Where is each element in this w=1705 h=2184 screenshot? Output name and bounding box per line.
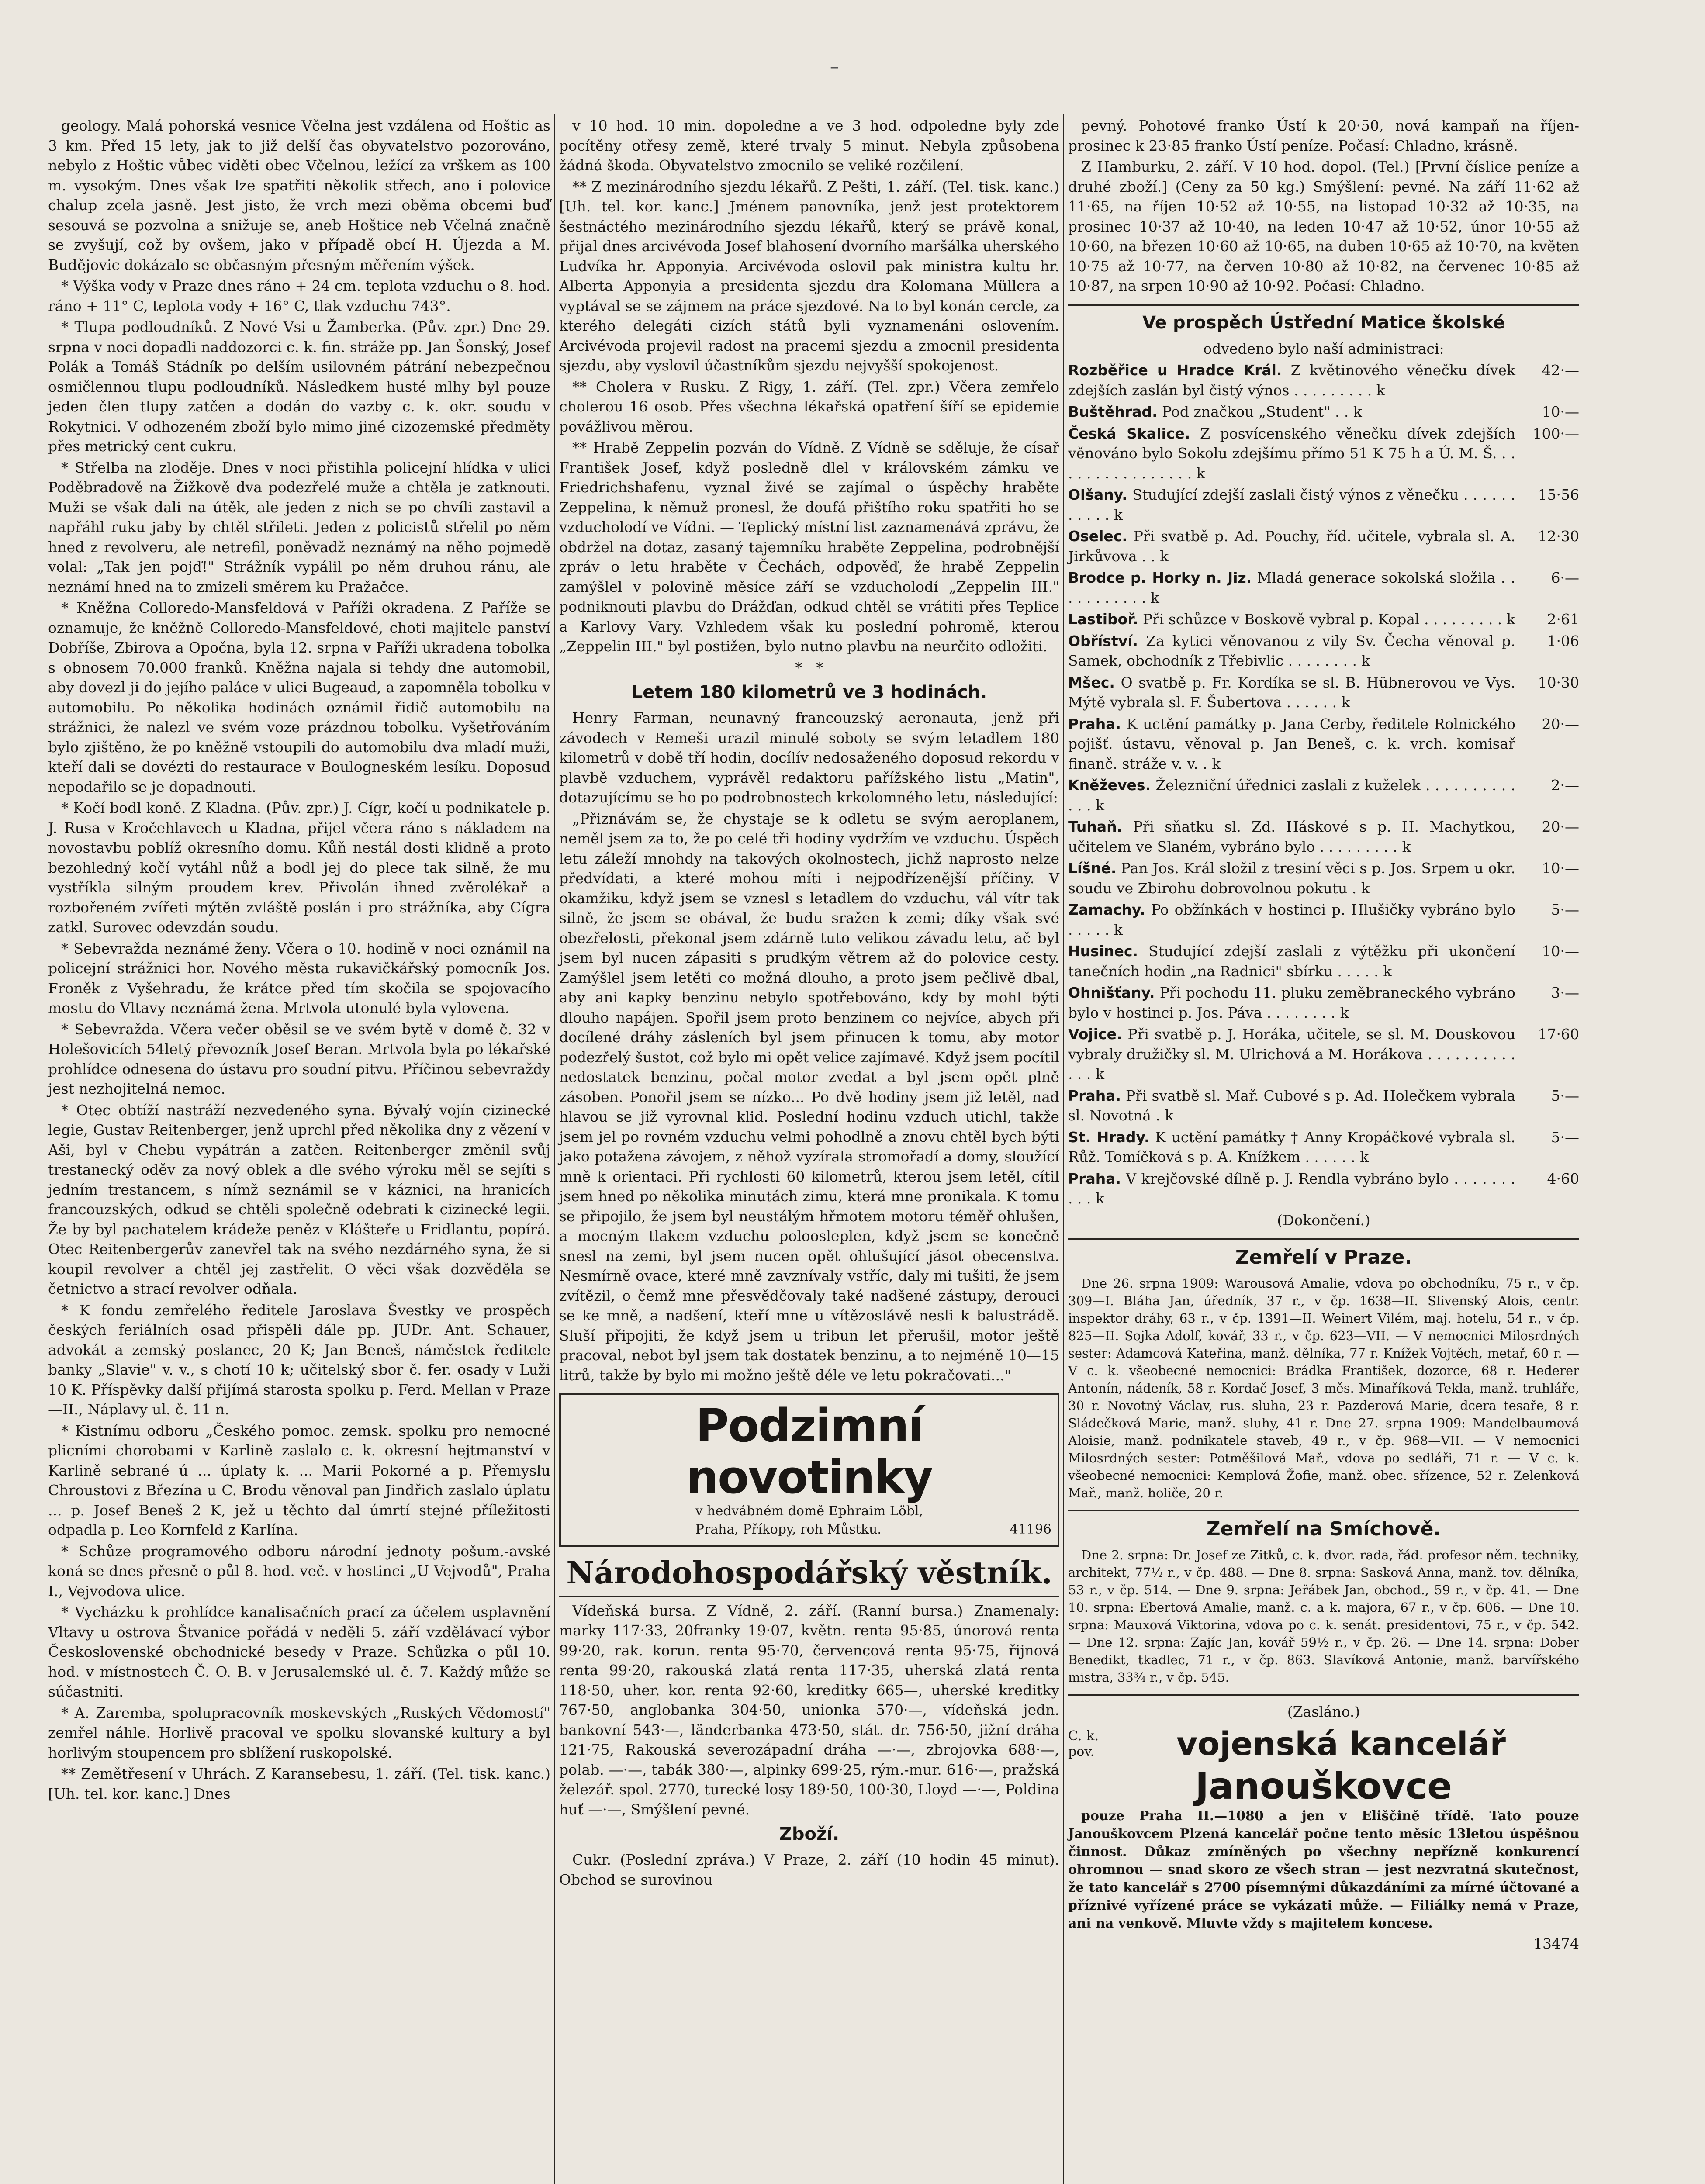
donation-amount: 1·06 — [1547, 632, 1579, 650]
donation-text — [1068, 983, 1515, 1023]
deaths-prague-title: Zemřelí v Praze. — [1235, 1246, 1412, 1268]
donation-description: Při svatbě sl. Mař. Cubové s p. Ad. Holečkem vybrala sl. Novotná . k — [1068, 1087, 1515, 1124]
donation-place: Kněževes. — [1068, 777, 1151, 794]
donation-description: Studující zdejší zaslali z výtěžku při ukončení tanečních hodin „na Radnici" sbírku . . . . . k — [1068, 943, 1515, 980]
donation-description: Studující zdejší zaslali čistý výnos z věnečku . . . . . . . . . . . k — [1068, 486, 1515, 523]
donation-amount: 17·60 — [1538, 1026, 1579, 1043]
donation-row — [1068, 941, 1579, 981]
donation-text — [1068, 941, 1515, 981]
donation-text — [1068, 609, 1515, 629]
donation-text — [1068, 673, 1515, 712]
kancelar-name: Janouškovce — [1195, 1764, 1453, 1807]
market-report: Z Hamburku, 2. září. V 10 hod. dopol. (Tel.) [První číslice peníze a druhé zboží.] (Ceny za 50 kg.) Smýšlení: pevné. Na září 11·62 až 11·65, na říjen 10·52 až 10·55, na listopad 10·32 až 10·35, na prosinec 10·37 až 10·40, na leden 10·47 až 10·52, únor 10·55 až 10·60, na březen 10·60 až 10·65, na duben 10·65 až 10·70, na květen 10·75 až 10·77, na červen 10·80 až 10·82, na červenec 10·85 až 10·87, na srpen 10·90 až 10·92. Počasí: Chladno. — [1068, 158, 1579, 294]
donation-description: Za kytici věnovanou z vily Sv. Čecha věnoval p. Samek, obchodník z Třebivlic . . . . . . . . k — [1068, 632, 1515, 669]
divider — [1068, 1238, 1579, 1240]
donation-place: Rozběřice u Hradce Král. — [1068, 362, 1282, 379]
donation-amount: 10·— — [1542, 943, 1579, 960]
donation-place: Mšec. — [1068, 674, 1115, 691]
section-title-goods: Zboží. — [779, 1824, 840, 1844]
market-report: pevný. Pohotové franko Ústí k 20·50, nová kampaň na říjen-prosinec k 23·85 franko Ústí peníze. Počasí: Chladno, krásně. — [1068, 117, 1579, 154]
donation-text — [1068, 858, 1515, 898]
print-mark: – — [830, 57, 839, 77]
donation-place: Tuhaň. — [1068, 818, 1123, 835]
donation-row — [1068, 673, 1579, 712]
donation-row — [1068, 817, 1579, 857]
donation-row — [1068, 631, 1579, 671]
donation-text — [1068, 424, 1515, 484]
news-item: * Střelba na zloděje. Dnes v noci přistihla policejní hlídka v ulici Poděbradově na Žižkově dva podezřelé muže a chtěla je zatknouti. Muži se však dali na útěk, ale jeden z nich se po chvíli zastavil a napřáhl ruku jaby by chtěl střileti. Jeden z policistů střelil po něm hned z revolveru, ale netrefil, poněvadž neznámý na něho pojmedě volal: „Tak jen pojď!" Strážník vypálil po něm druhou ránu, ale neznámí hned na to zmizeli směrem ku Pražačce. — [48, 459, 550, 595]
news-item: * Sebevražda neznámé ženy. Včera o 10. hodině v noci oznámil na policejní strážnici hor. Nového města rukavičkářský pomocník Jos. Froněk z Vyšehradu, že krátce před tím skočila se spojovacího mostu do Vltavy neznámá žena. Mrtvola utonulé byla vylovena. — [48, 940, 550, 1016]
donation-description: K uctění památky † Anny Kropáčkové vybrala sl. Růž. Tomíčková s p. A. Knížkem . . . . . . k — [1068, 1128, 1515, 1165]
donation-description: Při sňatku sl. Zd. Háskové s p. H. Machytkou, učitelem ve Slaném, vybráno bylo . . . . . . . . . k — [1068, 818, 1515, 855]
donation-amount: 12·30 — [1538, 528, 1579, 545]
donation-description: Z květinového věnečku dívek zdejších zaslán byl čistý výnos . . . . . . . . . k — [1068, 362, 1515, 399]
donation-text — [1068, 817, 1515, 857]
donation-row — [1068, 402, 1579, 422]
donation-description: Pod značkou „Student" . . k — [1162, 403, 1362, 420]
donation-place: Obříství. — [1068, 632, 1138, 650]
news-item: * Kočí bodl koně. Z Kladna. (Pův. zpr.) J. Cígr, kočí u podnikatele p. J. Rusa v Kročehlavech u Kladna, přijel včera ráno s nákladem na novostavbu poblíž okresního domu. Kůň nestál dosti klidně a proto bezohledný kočí vytáhl nůž a bodl jej do plece tak silně, že mu vystříkla silným proudem krev. Přivolán ihned zvěrolékař a rozbořeném zvířeti mýtěn zvláště poslán i pro strážníka, aby Cígra zatkl. Surovec odevzdán soudu. — [48, 799, 550, 936]
donation-text — [1068, 714, 1515, 774]
news-item: * Vycházku k prohlídce kanalisačních prací za účelem usplavnění Vltavy u ostrova Štvanice pořádá v neděli 5. září vzdělávací výbor Československé obchodnické besedy v Praze. Schůzka o půl 10. hod. v místnostech Č. O. B. v Jerusalemské ul. č. 7. Každý může se súčastniti. — [48, 1603, 550, 1700]
donation-row — [1068, 360, 1579, 400]
article-headline: Letem 180 kilometrů ve 3 hodinách. — [631, 682, 987, 702]
donation-row — [1068, 526, 1579, 566]
donation-row — [1068, 1169, 1579, 1209]
donation-row — [1068, 1086, 1579, 1126]
donation-place: Vojice. — [1068, 1026, 1122, 1043]
donation-place: Praha. — [1068, 1087, 1121, 1104]
donation-description: Při svatbě p. Ad. Pouchy, říd. učitele, vybrala sl. A. Jirkůvova . . k — [1068, 528, 1515, 565]
donation-place: Oselec. — [1068, 528, 1127, 545]
donation-description: K uctění památky p. Jana Cerby, ředitele Rolnického pojišť. ústavu, věnoval p. Jan Beneš, c. k. vrch. komisař finanč. stráže v. v. . k — [1068, 715, 1515, 772]
news-item: * Kněžna Colloredo-Mansfeldová v Paříži okradena. Z Paříže se oznamuje, že kněžně Colloredo-Mansfeldové, choti majitele panství Dobříše, Zbirova a Opočna, byla 12. srpna v Paříži ukradena tobolka s obnosem 70.000 franků. Kněžna najala si tehdy dne automobil, aby dovezl ji do jejího paláce v ulici Bugeaud, a zapomněla tobolku v automobilu. Po několika hodinách oznámil řidič automobilu na strážnici, že nalezl ve svém voze prázdnou tobolku. Vyšetřováním bylo zjištěno, že po kněžně vstoupili do automobilu dva mladí muži, kteří dali se dovézti do restaurace v Boulogneském lesíku. Doposud nepodařilo se je dopadnouti. — [48, 599, 550, 795]
matice-subtitle: odvedeno bylo naší administraci: — [1203, 340, 1444, 357]
zaslano-label: (Zasláno.) — [1287, 1703, 1360, 1720]
section-title-economy: Národohospodářský věstník. — [566, 1554, 1052, 1591]
deaths-prague-text: Dne 26. srpna 1909: Warousová Amalie, vdova po obchodníku, 75 r., v čp. 309—I. Bláha Jan, úředník, 37 r., v čp. 1638—II. Slivenský Alois, centr. inspektor dráhy, 63 r., v čp. 1391—II. Weinert Vilém, maj. hotelu, 54 r., v čp. 825—II. Sojka Adolf, kovář, 33 r., v čp. 623—VII. — V nemocnici Milosrdných sester: Adamcová Kateřina, manž. dělníka, 77 r. Knížek Vojtěch, metař, 60 r. — V c. k. všeobecné nemocnici: Brádka František, dozorce, 68 r. Hederer Antonín, nádeník, 58 r. Kordač Josef, 3 měs. Minaříková Tekla, manž. truhláře, 30 r. Novotný Václav, rus. sluha, 23 r. Pazderová Marie, dcera tesaře, 8 r. Sládečková Marie, manž. sluhy, 41 r. Dne 27. srpna 1909: Mandelbaumová Aloisie, manž. podnikatele staveb, 49 r., v čp. 968—VII. — V nemocnici Milosrdných sester: Potměšilová Mař., vdova po sedláři, 71 r. — V c. k. všeobecné nemocnici: Kemplová Žofie, manž. obec. sřízence, 52 r. Zelenková Mař., manž. holiče, 20 r. — [1068, 1276, 1579, 1500]
donation-text — [1068, 485, 1515, 525]
donation-description: Z posvícenského věnečku dívek zdejších věnováno bylo Sokolu zdejšímu přímo 51 K 75 h a Ú. M. Š. . . . . . . . . . . . . . . . . k — [1068, 425, 1516, 482]
donation-text — [1068, 1169, 1515, 1209]
ad-subtitle: v hedvábném domě Ephraim Löbl, — [695, 1503, 923, 1519]
article-paragraph: Henry Farman, neunavný francouzský aeronauta, jenž při závodech v Remeši urazil minulé soboty se svým letadlem 180 kilometrů v době tří hodin, docílív nedosaženého doposud rekordu v plavbě vzduchem, vyprávěl redaktoru pařížského listu „Matin", dotazujícímu se ho po podrobnostech krkolomného letu, následující: — [559, 709, 1059, 806]
kancelar-header — [1068, 1723, 1579, 1765]
donation-description: Po obžínkách v hostinci p. Hlušičky vybráno bylo . . . . . k — [1068, 901, 1515, 938]
kancelar-title: vojenská kancelář — [1176, 1725, 1506, 1763]
donation-description: Pan Jos. Král složil z tresiní věci s p. Jos. Srpem u okr. soudu ve Zbirohu dobrovolnou pokutu . k — [1068, 860, 1515, 897]
news-item: * A. Zaremba, spolupracovník moskevských „Ruských Vědomostí" zemřel náhle. Horlivě pracoval ve spolku slovanské kultury a byl horlivým stoupencem pro sblížení ruskopolské. — [48, 1704, 550, 1761]
news-item: * Schůze programového odboru národní jednoty pošum.-avské koná se dnes přesně o půl 8. hod. več. v hostinci „U Vejvodů", Praha I., Vejvodova ulice. — [48, 1542, 550, 1600]
donation-amount: 5·— — [1551, 1087, 1579, 1104]
donation-description: O svatbě p. Fr. Kordíka se sl. B. Hübnerovou ve Vys. Mýtě vybrala sl. F. Šubertova . . . . . . k — [1068, 674, 1515, 711]
column-divider — [1063, 114, 1064, 2184]
donation-amount: 42·— — [1542, 362, 1579, 379]
donation-amount: 15·56 — [1538, 486, 1579, 503]
news-item: * Otec obtíží nastráží nezvedeného syna. Bývalý vojín cizinecké legie, Gustav Reitenberger, jenž uprchl před několika dny z vězení v Aši, byl v Chebu vypátrán a zatčen. Reitenberger změnil svůj trestanecký oděv za nový oblek a dle svého výroku měl se sejíti s jedním trestancem, s nímž seznámil se v káznici, na hranicích francouzských, odkud se chtěli společně odebrati k cizinecké legii. Že by byl pachatelem krádeže peněz v Klášteře u Fridlantu, popírá. Otec Reitenbergerův zanevřel tak na svého nezdárného syna, že si koupil revolver a chtěl jej zastřelit. O věci však dozvěděla se četnictvo a strací revolver odňala. — [48, 1101, 550, 1297]
section-stars: * * — [795, 659, 823, 676]
donation-place: Líšné. — [1068, 860, 1117, 877]
matice-title: Ve prospěch Ústřední Matice školské — [1142, 312, 1505, 333]
donation-amount: 5·— — [1551, 901, 1579, 918]
donation-description: Při svatbě p. J. Horáka, učitele, se sl. M. Douskovou vybraly družičky sl. M. Ulrichová a M. Horákova . . . . . . . . . . . . . k — [1068, 1026, 1516, 1082]
donation-place: Buštěhrad. — [1068, 403, 1158, 420]
donation-description: Při pochodu 11. pluku zeměbraneckého vybráno bylo v hostinci p. Jos. Páva . . . . . . . . k — [1068, 984, 1515, 1021]
divider — [559, 1596, 1059, 1597]
news-item: * Sebevražda. Včera večer oběsil se ve svém bytě v domě č. 32 v Holešovicích 54letý převozník Josef Beran. Mrtvola byla po lékařské prohlídce odnesena do ústavu pro soudní pitvu. Příčinou sebevraždy jest nezhojitelná nemoc. — [48, 1020, 550, 1097]
donation-row — [1068, 900, 1579, 940]
column-middle — [559, 116, 1059, 1891]
donation-amount: 20·— — [1542, 818, 1579, 835]
kancelar-text: pouze Praha II.—1080 a jen v Eliščině třídě. Tato pouze Janouškovcem Plzená kancelář počne tento měsíc 13letou úspěšnou činnost. Důkaz zmíněných po všechny nepřízně konkurencí ohromnou — snad skoro ze všech stran — jest nezvratná skutečnost, že tato kancelář s 2700 písemnými důkazdáními za mírné účtované a příznivé vyřízené práce se vykázati může. — Filiálky nemá v Praze, ani na venkově. Mluvte vždy s majitelem koncese. — [1068, 1808, 1579, 1931]
donation-row — [1068, 1127, 1579, 1167]
donation-amount: 2·— — [1551, 777, 1579, 794]
news-item: ** Cholera v Rusku. Z Rigy, 1. září. (Tel. zpr.) Včera zemřelo cholerou 16 osob. Přes všechna lékařská opatření šíří se epidemie povážlivou měrou. — [559, 378, 1059, 435]
kancelar-number: 13474 — [1533, 1935, 1579, 1952]
donation-row — [1068, 983, 1579, 1023]
donation-place: Zamachy. — [1068, 901, 1145, 918]
ad-number: 41196 — [1010, 1522, 1051, 1537]
donation-row — [1068, 424, 1579, 484]
donation-text — [1068, 568, 1515, 608]
news-item: ** Zemětřesení v Uhrách. Z Karansebesu, 1. září. (Tel. tisk. kanc.) [Uh. tel. kor. kanc.] Dnes — [48, 1765, 550, 1802]
donation-description: Při schůzce v Boskově vybral p. Kopal . . . . . . . . . k — [1142, 611, 1515, 628]
donation-text — [1068, 360, 1515, 400]
ad-title: Podzimní novotinky — [686, 1399, 933, 1504]
news-item: * Tlupa podloudníků. Z Nové Vsi u Žamberka. (Pův. zpr.) Dne 29. srpna v noci dopadli naddozorci c. k. fin. stráže pp. Jan Šonský, Josef Polák a Tomáš Stádník po delším usilovném pátrání nebezpečnou osmičlennou tlupu podloudníků. Následkem husté mlhy byl pouze jeden člen tlupy zatčen a dodán do vazby c. k. okr. soudu v Rokytnici. V odhozeném zboží bylo mimo jiné cizozemské předměty přes metrický cent cukru. — [48, 318, 550, 455]
donation-description: Mladá generace sokolská složila . . . . . . . . . . . k — [1068, 569, 1515, 606]
donation-text — [1068, 1024, 1515, 1084]
column-left — [48, 116, 550, 1805]
donation-place: Husinec. — [1068, 943, 1138, 960]
donation-amount: 100·— — [1532, 425, 1579, 442]
donation-amount: 3·— — [1551, 984, 1579, 1001]
donation-text — [1068, 775, 1515, 815]
donation-text — [1068, 1086, 1515, 1126]
donation-text — [1068, 402, 1515, 422]
donation-row — [1068, 609, 1579, 629]
donation-place: Praha. — [1068, 715, 1121, 733]
news-item: geology. Malá pohorská vesnice Včelna jest vzdálena od Hoštic as 3 km. Před 15 lety, jak to již delší čas obyvatelstvo pozorováno, nebylo z Hoštic vůbec viděti obec Včelnou, ležící za vrškem as 100 m. vysokým. Dnes však lze spatřiti několik střech, ano i polovice chalup zcela jasně. Jest jisto, že vrch mezi oběma obcemi buď sesouvá se pozvolna a snižuje se, aneb Hoštice neb Včelná značně se zvyšují, což by ovšem, jako v případě obcí H. Újezda a M. Budějovic dokázalo se občasným přesným měřením výšek. — [48, 117, 550, 273]
donation-text — [1068, 526, 1515, 566]
donation-amount: 5·— — [1551, 1128, 1579, 1146]
news-item: ** Z mezinárodního sjezdu lékařů. Z Pešti, 1. září. (Tel. tisk. kanc.) [Uh. tel. kor. kanc.] Jménem panovníka, jenž jest protektorem šestnáctého mezinárodního sjezdu lékařů, který se právě konal, přijal dnes arcivévoda Josef blahosení dvorního maršálka uherského Ludvíka hr. Apponyia. Arcivévoda oslovil pak ministra kultu hr. Alberta Apponyia a presidenta sjezdu dra Kolomana Müllera a vyptával se se zájmem na práce sjezdové. Na to byl konán cercle, za kterého delegáti cizích států byli vyznamenáni oslovením. Arcivévoda projevil radost na pracemi sjezdu a zmocnil presidenta sjezdu, aby vyslovil účastníkům sjezdu nejvyšší spokojenost. — [559, 178, 1059, 374]
donation-place: Lastiboř. — [1068, 611, 1138, 628]
ad-address: Praha, Příkopy, roh Můstku. — [695, 1522, 882, 1537]
donation-amount: 10·30 — [1538, 674, 1579, 691]
news-item: * Výška vody v Praze dnes ráno + 24 cm. teplota vzduchu o 8. hod. ráno + 11° C, teplota vody + 16° C, tlak vzduchu 743°. — [48, 277, 550, 314]
donation-row — [1068, 775, 1579, 815]
column-right — [1068, 116, 1579, 1955]
donation-amount: 2·61 — [1547, 611, 1579, 628]
donation-amount: 6·— — [1551, 569, 1579, 586]
deaths-smichov-text: Dne 2. srpna: Dr. Josef ze Zitků, c. k. dvor. rada, řád. profesor něm. techniky, architekt, 77½ r., v čp. 488. — Dne 8. srpna: Sasková Anna, manž. tov. dělníka, 53 r., v čp. 514. — Dne 9. srpna: Jeřábek Jan, obchod., 59 r., v čp. 41. — Dne 10. srpna: Ebertová Amalie, manž. c. a k. majora, 67 r., v čp. 606. — Dne 10. srpna: Mauxová Viktorina, vdova po c. k. senát. presidentovi, 75 r., v čp. 542. — Dne 12. srpna: Zajíc Jan, kovář 59½ r., v čp. 26. — Dne 14. srpna: Dober Benedikt, tkadlec, 71 r., v čp. 863. Slavíková Antonie, manž. barvířského mistra, 33¾ r., v čp. 545. — [1068, 1548, 1579, 1685]
continued-note: (Dokončení.) — [1277, 1211, 1370, 1229]
article-paragraph: „Přiznávám se, že chystaje se k odletu se svým aeroplanem, neměl jsem za to, že po celé tři hodiny vydržím ve vzduchu. Úspěch letu záleží mnohdy na takových okolnostech, jichž naprosto nelze předvídati, a které mohou míti i nejpodřízenější příčiny. V okamžiku, když jsem se vznesl s letadlem do vzduchu, vál vítr tak silně, že jsem se obával, že budu sražen k zemi; díky však své obezřelosti, překonal jsem zdárně tuto velikou závadu letu, ač byl jsem byl nucen zápasiti s prudkým větrem až do polovice cesty. Zamýšlel jsem letěti co možná dlouho, a proto jsem pečlivě dbal, aby ani kapky benzinu nebylo spotřebováno, kdy by mohl býti dlouho napájen. Spořil jsem proto benzinem co nejvíce, abych při docílené dráhy zásleních byl jsem přinucen k tomu, aby motor podezřelý šustot, což bylo mi opět velice zajímavé. Když jsem pocítil nedostatek benzinu, počal motor zvedat a byl jsem opět plně zásoben. Ponořil jsem se nízko... Po dvě hodiny jsem již letěl, nad hlavou se již vyrovnal klid. Poslední hodinu vzduch utichl, takže jsem jel po rovném vzduchu velmi pohodlně a znovu chtěl bych býti jako potažena závojem, z něhož vyzírala stromořadí a domy, sloužící mně k orientaci. Při rychlosti 60 kilometrů, kterou jsem letěl, cítil jsem hned po několika minutách zimu, která mne pronikala. K tomu se připojilo, že jsem byl neustálým hřmotem motoru téměř ohlušen, a mocným tlakem vzduchu poloosleplen, když jsem se konečně snesl na zemi, byl jsem nucen opět ohlušující jásot obecenstva. Nesmírně ovace, které mně zavznívaly vstříc, daly mi tušiti, že jsem zvítězil, o čemž mne přesvědčovaly také nadšené zástupy, derouci se ke mně, a nadšení, kteří mne u vítězoslávě nesli k balustrádě. Sluší připojiti, že když jsem u tribun let přerušil, motor ještě pracoval, nebot byl jsem tak dostatek benzinu, a to nejméně 10—15 litrů, takže by bylo mi možno ještě déle ve letu pokračovati..." — [559, 810, 1059, 1384]
news-item: * Kistnímu odboru „Českého pomoc. zemsk. spolku pro nemocné plicními chorobami v Karlině zaslalo c. k. okresní hejtmanství v Karlině sebrané ú ... úplaty k. ... Marii Pokorné a p. Přemyslu Chroustovi z Březína u C. Brodu věnoval pan Jindřich zaslalo úplatu ... p. Josef Beneš 2 K, jež u těchto dal úmrtí stejné příležitosti odpadla p. Leo Kornfeld z Karlína. — [48, 1422, 550, 1538]
donation-row — [1068, 568, 1579, 608]
donation-description: Železniční úřednici zaslali z kuželek . . . . . . . . . . . . . k — [1068, 777, 1515, 814]
divider — [1068, 1510, 1579, 1511]
donation-place: St. Hrady. — [1068, 1128, 1150, 1146]
donation-text — [1068, 1127, 1515, 1167]
donation-place: Ohnišťany. — [1068, 984, 1155, 1001]
news-item: * K fondu zemřelého ředitele Jaroslava Švestky ve prospěch českých feriálních osad přispěli dále pp. JUDr. Ant. Schauer, advokát a zemský poslanec, 20 K; Jan Beneš, náměstek ředitele banky „Slavie" v. v., s chotí 10 k; učitelský sbor č. fer. osady v Luži 10 K. Příspěvky další přijímá starosta spolku p. Ferd. Mellan v Praze—II., Náplavy ul. č. 11 n. — [48, 1301, 550, 1418]
news-item: v 10 hod. 10 min. dopoledne a ve 3 hod. odpoledne byly zde pocítěny otřesy země, které trvaly 5 minut. Nebyla způsobena žádná škoda. Obyvatelstvo zmocnilo se veliké rozčilení. — [559, 117, 1059, 174]
kancelar-ck: C. k. pov. — [1068, 1728, 1099, 1759]
donation-text — [1068, 900, 1515, 940]
donation-row — [1068, 485, 1579, 525]
donation-place: Olšany. — [1068, 486, 1127, 503]
ad-address-row — [567, 1520, 1051, 1540]
column-divider — [554, 114, 555, 2184]
news-item: ** Hrabě Zeppelin pozván do Vídně. Z Vídně se sděluje, že císař František Josef, když posledně dlel v královském zámku ve Friedrichshafenu, vyznal živé se zajímal o úspěchy hraběte Zeppelina, k němuž pronesl, že doufá přištího roku spatřiti ho se vzducholodí ve Vídni. — Teplický místní list zaznamenává zprávu, že obdržel na dotaz, zasaný tajemníku hraběte Zeppelina, podrobnější zpráv o letu hraběte v Čechách, odpověď, že hrabě Zeppelin zamýšlel v polovině měsíce září se vzducholodí „Zeppelin III." podniknouti plavbu do Drážďan, odkud chtěl se vrátiti přes Teplice a Karlovy Vary. Vzhledem však ku poslední pohromě, kterou „Zeppelin III." byl postižen, bylo nutno plavbu na neurčito odložiti. — [559, 439, 1059, 655]
donation-row — [1068, 714, 1579, 774]
donation-description: V krejčovské dílně p. J. Rendla vybráno bylo . . . . . . . . . . k — [1068, 1170, 1515, 1207]
donation-place: Brodce p. Horky n. Jiz. — [1068, 569, 1252, 586]
advertisement-lobl — [559, 1393, 1059, 1547]
bursa-report: Vídeňská bursa. Z Vídně, 2. září. (Ranní bursa.) Znamenaly: marky 117·33, 20franky 19·07, květn. renta 95·85, únorová renta 99·20, rak. korun. renta 95·70, červencová renta 95·75, řijnová renta 99·20, rakouská zlatá renta 117·35, uherská zlatá renta 118·50, uher. kor. renta 92·60, kreditky 665—, uherské kreditky 767·50, anglobanka 304·50, unionka 570·—, vídeňská jedn. bankovní 543·—, länderbanka 473·50, stát. dr. 756·50, jižní dráha 121·75, Rakouská severozápadní dráha —·—, zbrojovka 688·—, polab. —·—, tabák 380·—, alpinky 699·25, rým.-mur. 616·—, pražská železář. spol. 2770, turecké losy 189·50, 100·30, Lloyd —·—, Poldina huť —·—, Smýšlení pevné. — [559, 1602, 1059, 1818]
sugar-report: Cukr. (Poslední zpráva.) V Praze, 2. září (10 hodin 45 minut). Obchod se surovinou — [559, 1851, 1059, 1888]
donation-amount: 20·— — [1542, 715, 1579, 733]
donation-place: Praha. — [1068, 1170, 1121, 1187]
divider — [1068, 304, 1579, 306]
donation-row — [1068, 1024, 1579, 1084]
donations-list — [1068, 360, 1579, 1209]
donation-place: Česká Skalice. — [1068, 425, 1190, 442]
deaths-smichov-title: Zemřelí na Smíchově. — [1206, 1518, 1441, 1540]
donation-row — [1068, 858, 1579, 898]
donation-amount: 10·— — [1542, 403, 1579, 420]
donation-amount: 10·— — [1542, 860, 1579, 877]
donation-amount: 4·60 — [1547, 1170, 1579, 1187]
divider — [1068, 1694, 1579, 1696]
donation-text — [1068, 631, 1515, 671]
